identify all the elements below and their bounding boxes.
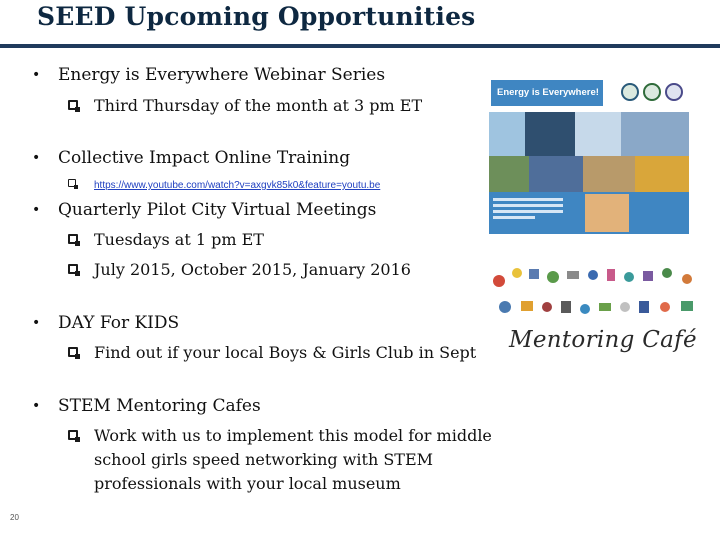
bullet-text: Quarterly Pilot City Virtual Meetings [58,200,377,220]
globe-icon [588,270,598,280]
leaf-icon [547,271,559,283]
energy-poster-image [489,76,689,234]
poster-footer [489,192,689,234]
bullet-text: DAY For KIDS [58,313,180,333]
checkbox-bullet-icon [68,179,76,187]
rocket-icon [682,274,692,284]
wrench-icon [620,302,630,312]
laptop-icon [567,271,579,279]
checkbox-bullet-icon [68,264,78,274]
checkbox-bullet-icon [68,347,78,357]
book-icon [529,269,539,279]
flask-icon [607,269,615,281]
water-icon [580,304,590,314]
solar-panel-photo [529,156,583,192]
training-video-link[interactable]: https://www.youtube.com/watch?v=axgvk85k0&feature=youtu.be [94,180,381,191]
battery-icon [599,303,611,311]
title-divider [0,44,720,48]
atom-icon [493,275,505,287]
sub-bullet-text: Tuesdays at 1 pm ET [94,230,264,249]
wind-turbine-photo [489,112,525,156]
poster-photo-collage [489,112,689,192]
field-photo [489,156,529,192]
sub-bullet-text: Find out if your local Boys & Girls Club in Sept [94,343,477,362]
poster-banner: Energy is Everywhere! [491,80,603,106]
workers-photo [635,156,689,192]
bullet-dot-icon: • [32,67,41,83]
chart-icon [660,302,670,312]
sub-bullet-text: Third Thursday of the month at 3 pm ET [94,96,423,115]
stem-icons-svg [487,263,700,325]
checkbox-bullet-icon [68,100,78,110]
gear-icon [624,272,634,282]
house-photo [575,112,621,156]
car-photo [621,112,689,156]
bullet-dot-icon: • [32,315,41,331]
bullet-text: Energy is Everywhere Webinar Series [58,65,386,85]
bulb-icon [512,268,522,278]
dna-icon [643,271,653,281]
bullet-dot-icon: • [32,398,41,414]
sub-bullet-text: Work with us to implement this model for middle school girls speed networking with STEM professionals with your local museum [94,426,492,493]
worker-photo [583,156,635,192]
checkbox-bullet-icon [68,430,78,440]
magnet-icon [499,301,511,313]
circuit-photo [525,112,575,156]
sub-bullet-text: July 2015, October 2015, January 2016 [94,260,411,279]
calculator-icon [521,301,533,311]
bullet-text: STEM Mentoring Cafes [58,396,261,416]
agency-seal-icon [643,83,661,101]
agency-seal-icon [621,83,639,101]
bullet-dot-icon: • [32,202,41,218]
agency-seal-icon [665,83,683,101]
plant-icon [662,268,672,278]
tree-icon [681,301,693,311]
microscope-icon [561,301,571,313]
bullet-text: Collective Impact Online Training [58,148,351,168]
checkbox-bullet-icon [68,234,78,244]
slide-title: SEED Upcoming Opportunities [37,2,476,31]
heart-icon [542,302,552,312]
stem-icons-collage [487,263,700,325]
poster-footer-text [493,198,563,222]
mentoring-cafe-logo: Mentoring Café [509,327,697,353]
phone-icon [639,301,649,313]
bullet-dot-icon: • [32,150,41,166]
mentoring-cafe-graphic [487,263,700,358]
slide-number: 20 [10,513,19,522]
poster-inset-image [585,194,629,232]
